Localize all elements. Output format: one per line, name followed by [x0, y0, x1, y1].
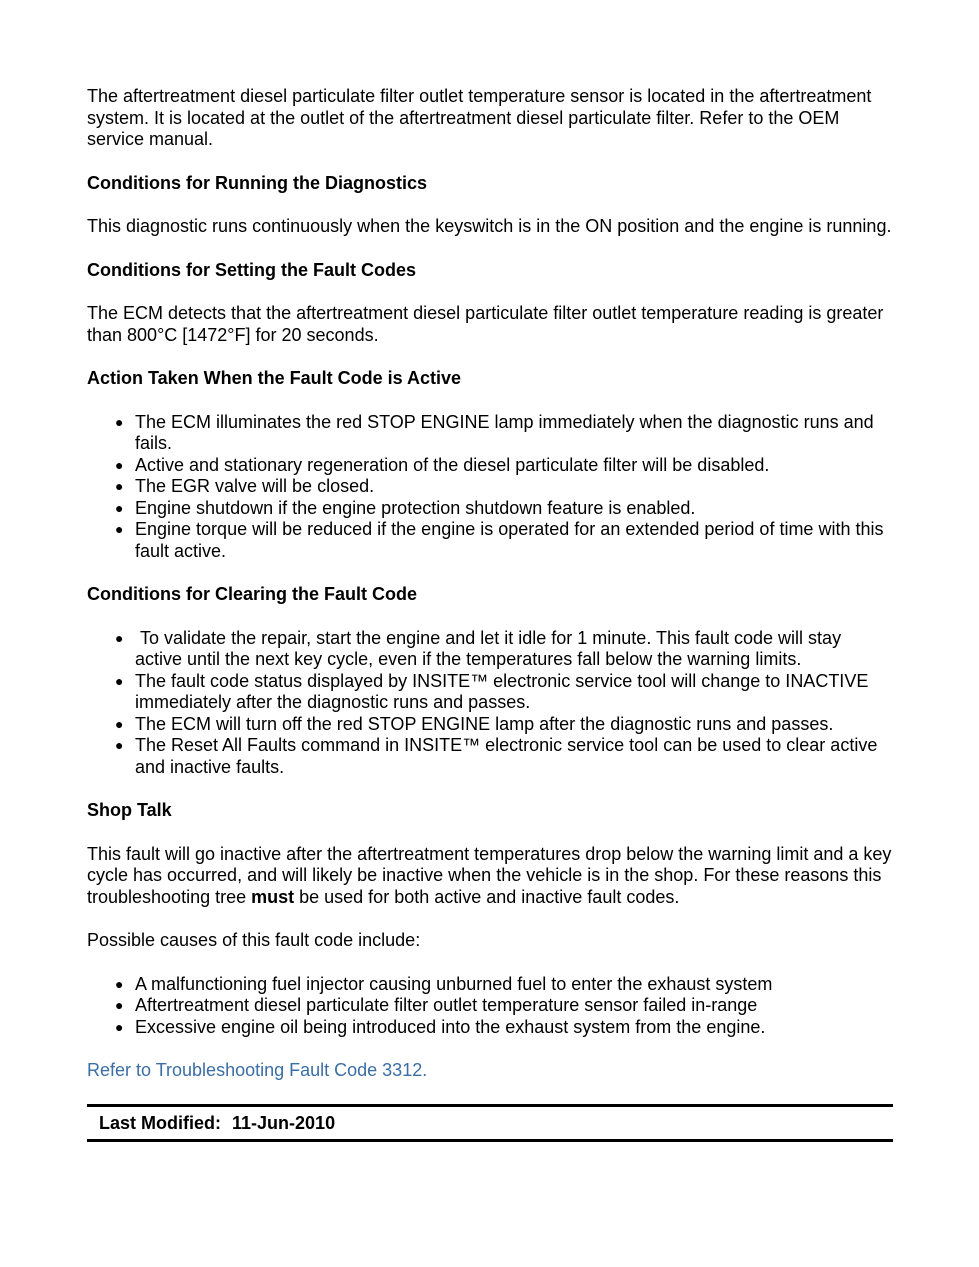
bullet-icon: ● — [115, 413, 124, 430]
list-item: ● The EGR valve will be closed. — [115, 476, 375, 496]
list-item: ● The Reset All Faults command in INSITE™ electronic service tool can be used to clear active and inactive faults. — [115, 735, 878, 777]
bullet-icon: ● — [115, 1018, 124, 1035]
shop-talk-text: This fault will go inactive after the aftertreatment temperatures drop below the warning limit and a key cycle has occurred, and will likely be inactive when the vehicle is in the shop. For these reasons this troubleshooting tree must be used for both active and inactive fault codes. — [87, 843, 892, 907]
bullet-icon: ● — [115, 672, 124, 689]
bullet-icon: ● — [115, 715, 124, 732]
causes-intro: Possible causes of this fault code include: — [87, 930, 421, 950]
setting-fault-text: The ECM detects that the aftertreatment diesel particulate filter outlet temperature reading is greater than 800°C [1472°F] for 20 seconds. — [87, 303, 884, 345]
list-item: ● Active and stationary regeneration of the diesel particulate filter will be disabled. — [115, 454, 770, 475]
setting-fault-heading: Conditions for Setting the Fault Codes — [87, 259, 416, 280]
list-item: ● Engine shutdown if the engine protection shutdown feature is enabled. — [115, 497, 696, 518]
list-item: ● Aftertreatment diesel particulate filter outlet temperature sensor failed in-range — [115, 995, 758, 1015]
bullet-icon: ● — [115, 737, 124, 753]
troubleshooting-link[interactable]: Refer to Troubleshooting Fault Code 3312. — [87, 1060, 428, 1080]
bullet-icon: ● — [115, 456, 124, 473]
last-modified-date: 11-Jun-2010 — [232, 1112, 336, 1133]
shop-talk-heading: Shop Talk — [87, 800, 172, 820]
list-item: ● Excessive engine oil being introduced into the exhaust system from the engine. — [115, 1016, 766, 1037]
clearing-fault-list — [87, 628, 893, 779]
list-item: ● Engine torque will be reduced if the engine is operated for an extended period of time with this fault active. — [115, 519, 884, 561]
list-item: ● To validate the repair, start the engine and let it idle for 1 minute. This fault code will stay active until the next key cycle, even if the temperatures fall below the warning limits. — [115, 627, 847, 669]
action-taken-heading: Action Taken When the Fault Code is Active — [87, 368, 462, 388]
list-item: ● The ECM will turn off the red STOP ENGINE lamp after the diagnostic runs and passes. — [115, 713, 834, 734]
list-item: ● A malfunctioning fuel injector causing unburned fuel to enter the exhaust system — [115, 973, 773, 994]
last-modified-footer — [87, 1104, 893, 1143]
running-diagnostics-heading: Conditions for Running the Diagnostics — [87, 172, 427, 193]
bullet-icon: ● — [115, 478, 124, 494]
bullet-icon: ● — [115, 997, 124, 1013]
bullet-icon: ● — [115, 499, 124, 516]
bullet-icon: ● — [115, 521, 124, 537]
list-item: ● The ECM illuminates the red STOP ENGINE lamp immediately when the diagnostic runs and fails. — [115, 411, 874, 453]
document-body — [87, 86, 893, 1142]
clearing-fault-heading: Conditions for Clearing the Fault Code — [87, 584, 417, 604]
bullet-icon: ● — [115, 975, 124, 992]
intro-paragraph: The aftertreatment diesel particulate filter outlet temperature sensor is located in the aftertreatment system. It is located at the outlet of the aftertreatment diesel particulate filter. Refer to the OEM service manual. — [87, 86, 872, 149]
bullet-icon: ● — [115, 629, 124, 646]
running-diagnostics-text: This diagnostic runs continuously when the keyswitch is in the ON position and the engine is running. — [87, 216, 892, 236]
causes-list — [87, 974, 893, 1039]
emphasis-must: must — [251, 886, 295, 907]
list-item: ● The fault code status displayed by INSITE™ electronic service tool will change to INACTIVE immediately after the diagnostic runs and passes. — [115, 670, 869, 712]
action-taken-list — [87, 412, 893, 563]
last-modified-label: Last Modified: — [99, 1112, 221, 1133]
